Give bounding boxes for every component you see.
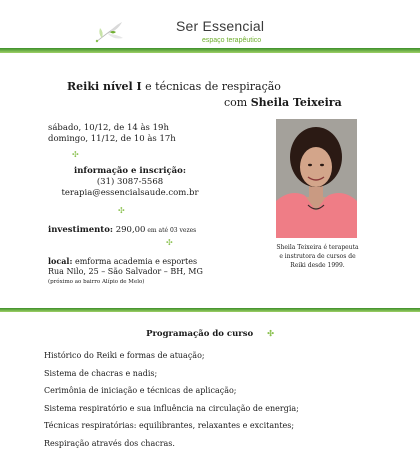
header-divider <box>0 48 420 53</box>
event-title <box>67 80 281 93</box>
brand-tagline: espaço terapêutico <box>202 37 262 44</box>
schedule-line-1: sábado, 10/12, de 14 às 19h <box>48 123 169 133</box>
location-label: local: <box>48 256 73 266</box>
section-divider <box>0 308 420 312</box>
location-address: Rua Nilo, 25 – São Salvador – BH, MG <box>48 267 203 276</box>
program-title <box>0 328 420 339</box>
contact-email: terapia@essencialsaude.com.br <box>61 188 199 198</box>
program-title-text: Programação do curso <box>146 329 254 339</box>
with-prefix: com <box>224 96 251 109</box>
contact-heading: informação e inscrição: <box>74 166 186 176</box>
caption-line-1: Sheila Teixeira é terapeuta <box>276 244 359 251</box>
location-reference: (próximo ao bairro Alípio de Melo) <box>48 279 145 285</box>
investment <box>48 225 196 235</box>
teacher-photo <box>276 119 357 238</box>
event-title-rest: e técnicas de respiração <box>141 80 281 93</box>
brand-name: Ser Essencial <box>176 18 265 34</box>
list-item: Técnicas respiratórias: equilibrantes, relaxantes e excitantes; <box>44 421 295 431</box>
event-title-bold: Reiki nível I <box>67 80 142 93</box>
list-item: Respiração através dos chacras. <box>44 438 175 448</box>
list-item: Sistema respiratório e sua influência na circulação de energia; <box>44 403 299 413</box>
investment-note: em até 03 vezes <box>145 227 197 234</box>
investment-value: 290,00 <box>113 225 146 235</box>
schedule <box>48 123 176 145</box>
butterfly-sprig-logo-icon <box>92 20 126 46</box>
sprig-icon: ✣ <box>166 238 173 247</box>
list-item: Histórico do Reiki e formas de atuação; <box>44 351 205 360</box>
sprig-icon: ✣ <box>72 150 79 159</box>
event-teacher-line <box>224 96 342 109</box>
list-item: Cerimônia de iniciação e técnicas de aplicação; <box>44 386 237 396</box>
investment-label: investimento: <box>48 225 114 235</box>
schedule-line-2: domingo, 11/12, de 10 às 17h <box>48 134 176 144</box>
caption-line-2: e instrutora de cursos de <box>279 253 356 260</box>
teacher-name: Sheila Teixeira <box>250 96 342 109</box>
photo-caption <box>270 243 365 270</box>
contact-block <box>0 166 260 199</box>
contact-phone: (31) 3087-5568 <box>96 177 164 187</box>
list-item: Sistema de chacras e nadis; <box>44 368 158 378</box>
sprig-icon: ✣ <box>118 206 125 215</box>
program-list <box>44 350 299 456</box>
sprig-icon: ✣ <box>267 328 274 338</box>
location <box>48 256 203 287</box>
caption-line-3: Reiki desde 1999. <box>290 262 345 269</box>
location-venue: emforma academia e esportes <box>72 257 198 266</box>
